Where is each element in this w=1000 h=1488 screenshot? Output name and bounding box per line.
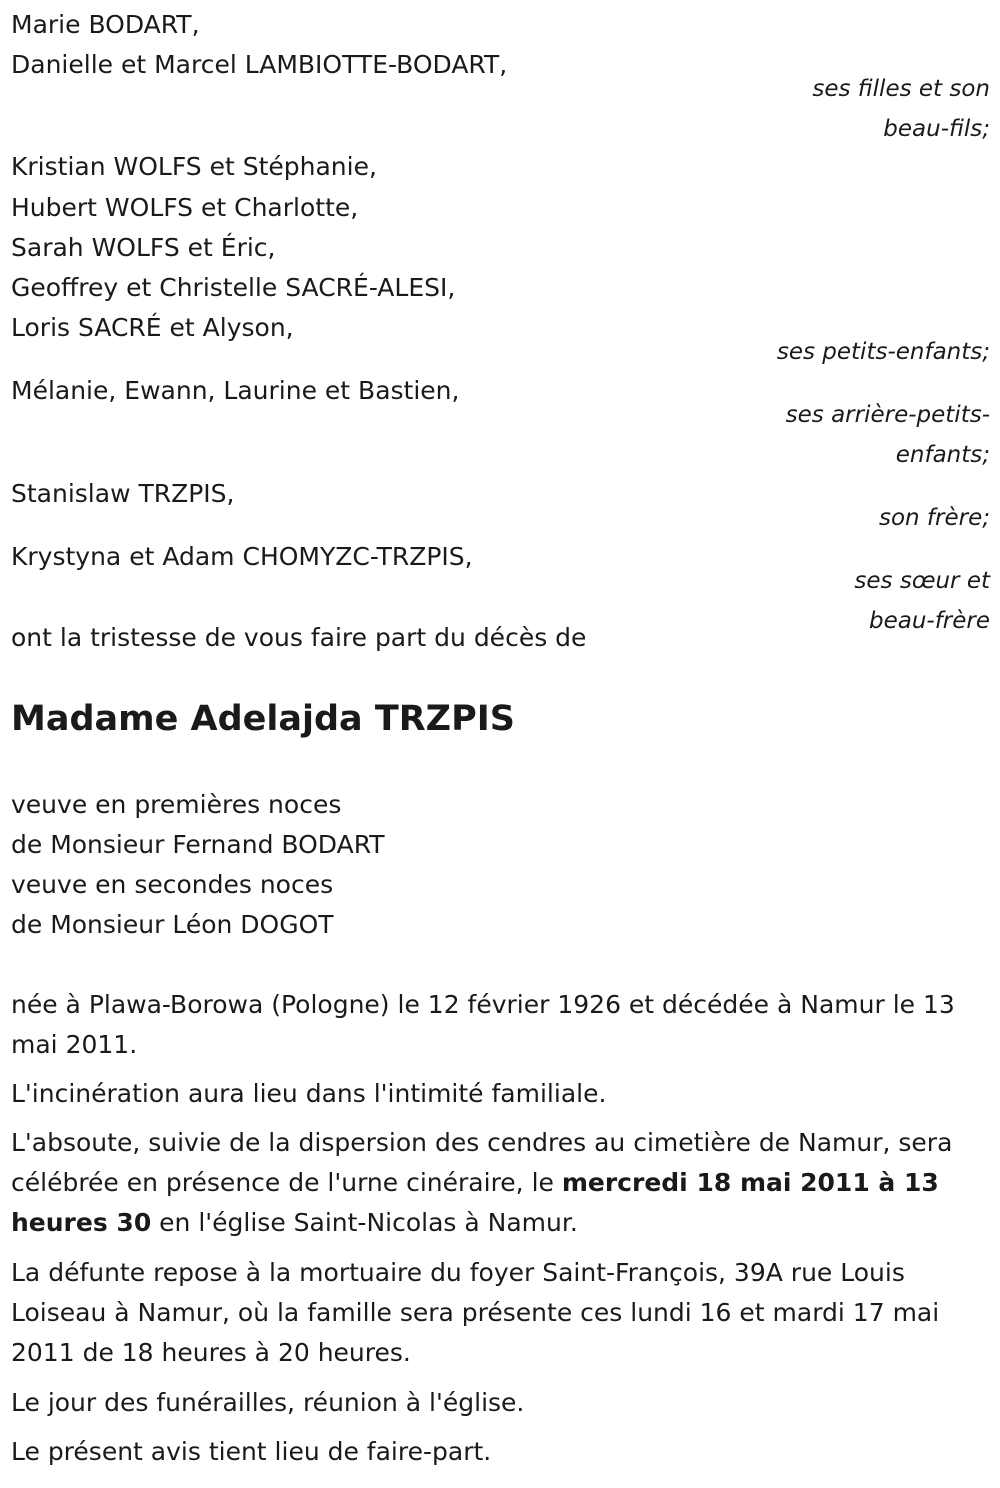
widow-line-4: de Monsieur Léon DOGOT xyxy=(11,910,334,939)
ceremony-datetime: mercredi 18 mai 2011 à 13 heures 30 xyxy=(11,1168,939,1237)
meeting-paragraph: Le jour des funérailles, réunion à l'église. xyxy=(11,1388,525,1417)
great-grandchildren-relation-2: enfants; xyxy=(895,442,990,468)
notice-paragraph: Le présent avis tient lieu de faire-part. xyxy=(11,1437,492,1466)
widow-line-2: de Monsieur Fernand BODART xyxy=(11,830,385,859)
sister-relation-2: beau-frère xyxy=(868,608,990,634)
sister-relation-1: ses sœur et xyxy=(854,568,990,594)
widow-line-1: veuve en premières noces xyxy=(11,790,342,819)
absolution-text-after: en l'église Saint-Nicolas à Namur. xyxy=(151,1208,578,1237)
great-grandchildren: Mélanie, Ewann, Laurine et Bastien, xyxy=(11,376,460,405)
daughter-2: Danielle et Marcel LAMBIOTTE-BODART, xyxy=(11,50,508,79)
daughter-1: Marie BODART, xyxy=(11,10,200,39)
brother-relation: son frère; xyxy=(878,505,990,531)
announcement: ont la tristesse de vous faire part du décès de xyxy=(11,623,587,652)
widow-line-3: veuve en secondes noces xyxy=(11,870,334,899)
cremation-paragraph: L'incinération aura lieu dans l'intimité familiale. xyxy=(11,1079,607,1108)
grandchild-5: Loris SACRÉ et Alyson, xyxy=(11,313,294,342)
deceased-name: Madame Adelajda TRZPIS xyxy=(11,699,515,739)
absolution-paragraph xyxy=(11,1123,986,1243)
grandchild-2: Hubert WOLFS et Charlotte, xyxy=(11,193,359,222)
grandchild-1: Kristian WOLFS et Stéphanie, xyxy=(11,152,377,181)
grandchild-4: Geoffrey et Christelle SACRÉ-ALESI, xyxy=(11,273,456,302)
daughters-relation-1: ses filles et son xyxy=(812,76,990,102)
daughters-relation-2: beau-fils; xyxy=(883,116,990,142)
grandchildren-relation: ses petits-enfants; xyxy=(776,339,990,365)
absolution-text-before: L'absoute, suivie de la dispersion des cendres au cimetière de Namur, sera célébrée en présence de l'urne cinéraire, le xyxy=(11,1128,953,1197)
grandchild-3: Sarah WOLFS et Éric, xyxy=(11,233,276,262)
birth-death-paragraph: née à Plawa-Borowa (Pologne) le 12 février 1926 et décédée à Namur le 13 mai 2011. xyxy=(11,990,955,1059)
repose-paragraph: La défunte repose à la mortuaire du foyer Saint-François, 39A rue Louis Loiseau à Namur, où la famille sera présente ces lundi 16 et mardi 17 mai 2011 de 18 heures à 20 heures. xyxy=(11,1258,940,1367)
brother: Stanislaw TRZPIS, xyxy=(11,479,235,508)
sister: Krystyna et Adam CHOMYZC-TRZPIS, xyxy=(11,542,473,571)
great-grandchildren-relation-1: ses arrière-petits- xyxy=(785,402,990,428)
